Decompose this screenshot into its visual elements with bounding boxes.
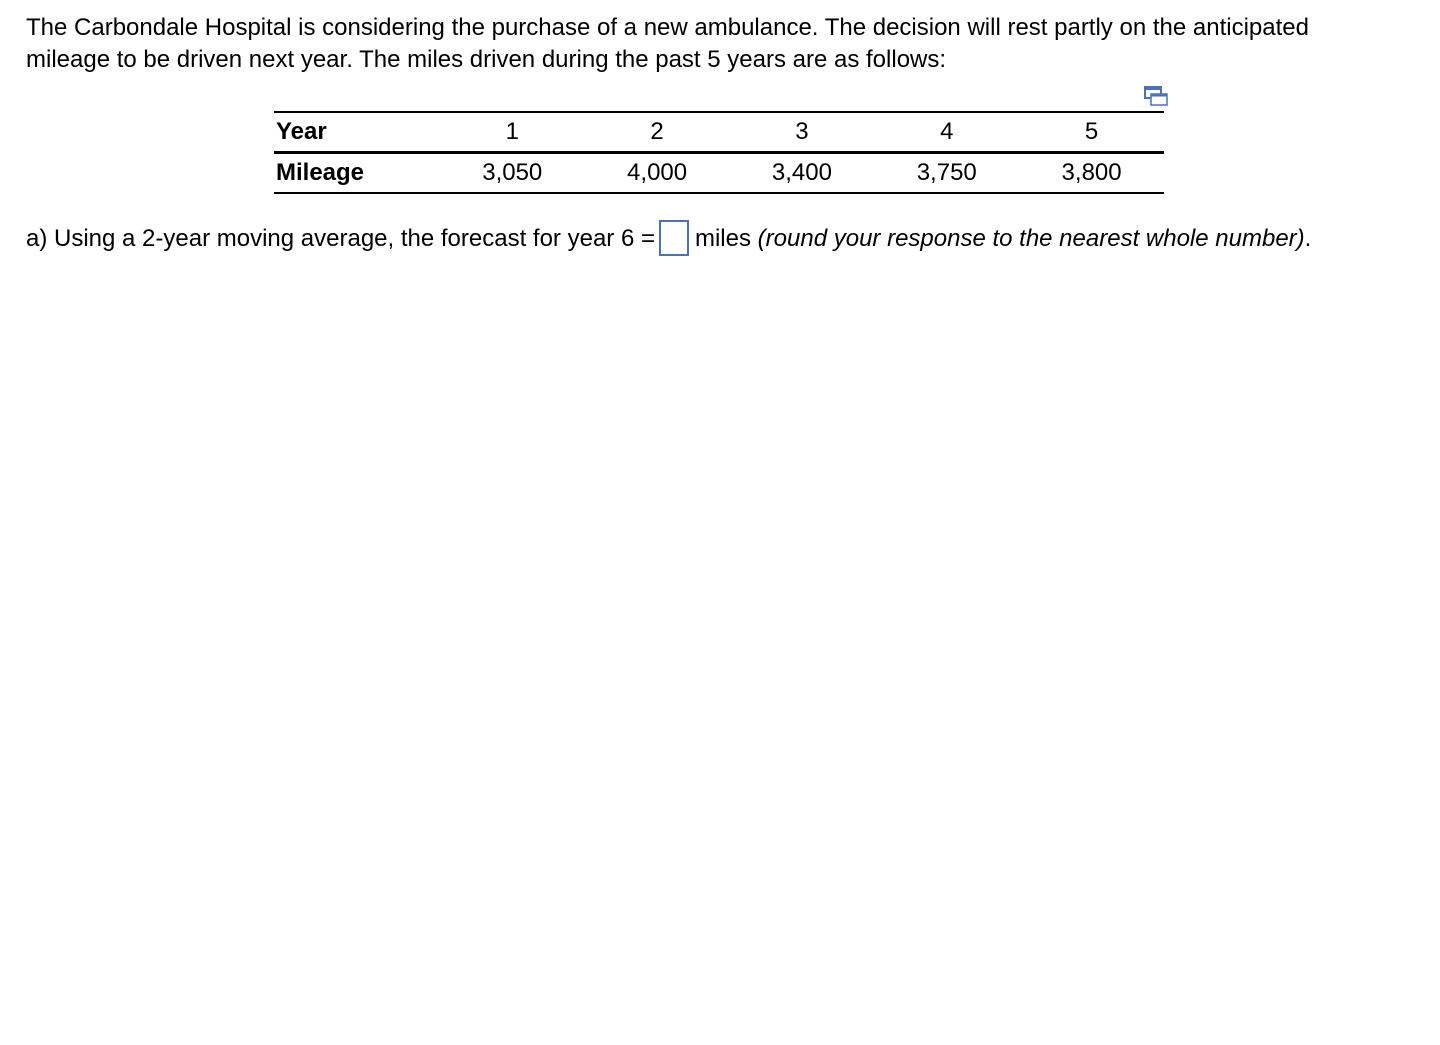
mileage-table [274,111,1164,194]
table-row-mileage [274,153,1164,194]
mileage-cell: 3,400 [730,153,875,194]
copy-table-icon[interactable] [1144,86,1168,106]
question-unit: miles [694,225,751,252]
row-header-mileage: Mileage [274,153,440,194]
row-header-year: Year [274,112,440,153]
mileage-cell: 3,750 [874,153,1019,194]
problem-intro: The Carbondale Hospital is considering the purchase of a new ambulance. The decision will rest partly on the anticipated mileage to be driven next year. The miles driven during the past 5 years are as follows: [26,14,1309,73]
mileage-cell: 3,050 [440,153,585,194]
question-prefix: a) Using a 2-year moving average, the forecast for year 6 = [26,225,655,252]
year-cell: 3 [730,112,875,153]
year-cell: 5 [1019,112,1164,153]
year-cell: 2 [585,112,730,153]
copy-icon-graphic [1144,86,1168,106]
mileage-cell: 4,000 [585,153,730,194]
question-suffix: . [1304,225,1312,252]
mileage-cell: 3,800 [1019,153,1164,194]
rounding-note: (round your response to the nearest whole number) [757,225,1305,252]
question-a [26,220,1326,258]
table-row-year [274,112,1164,153]
year-cell: 4 [874,112,1019,153]
year-cell: 1 [440,112,585,153]
forecast-answer-input[interactable] [659,220,689,256]
